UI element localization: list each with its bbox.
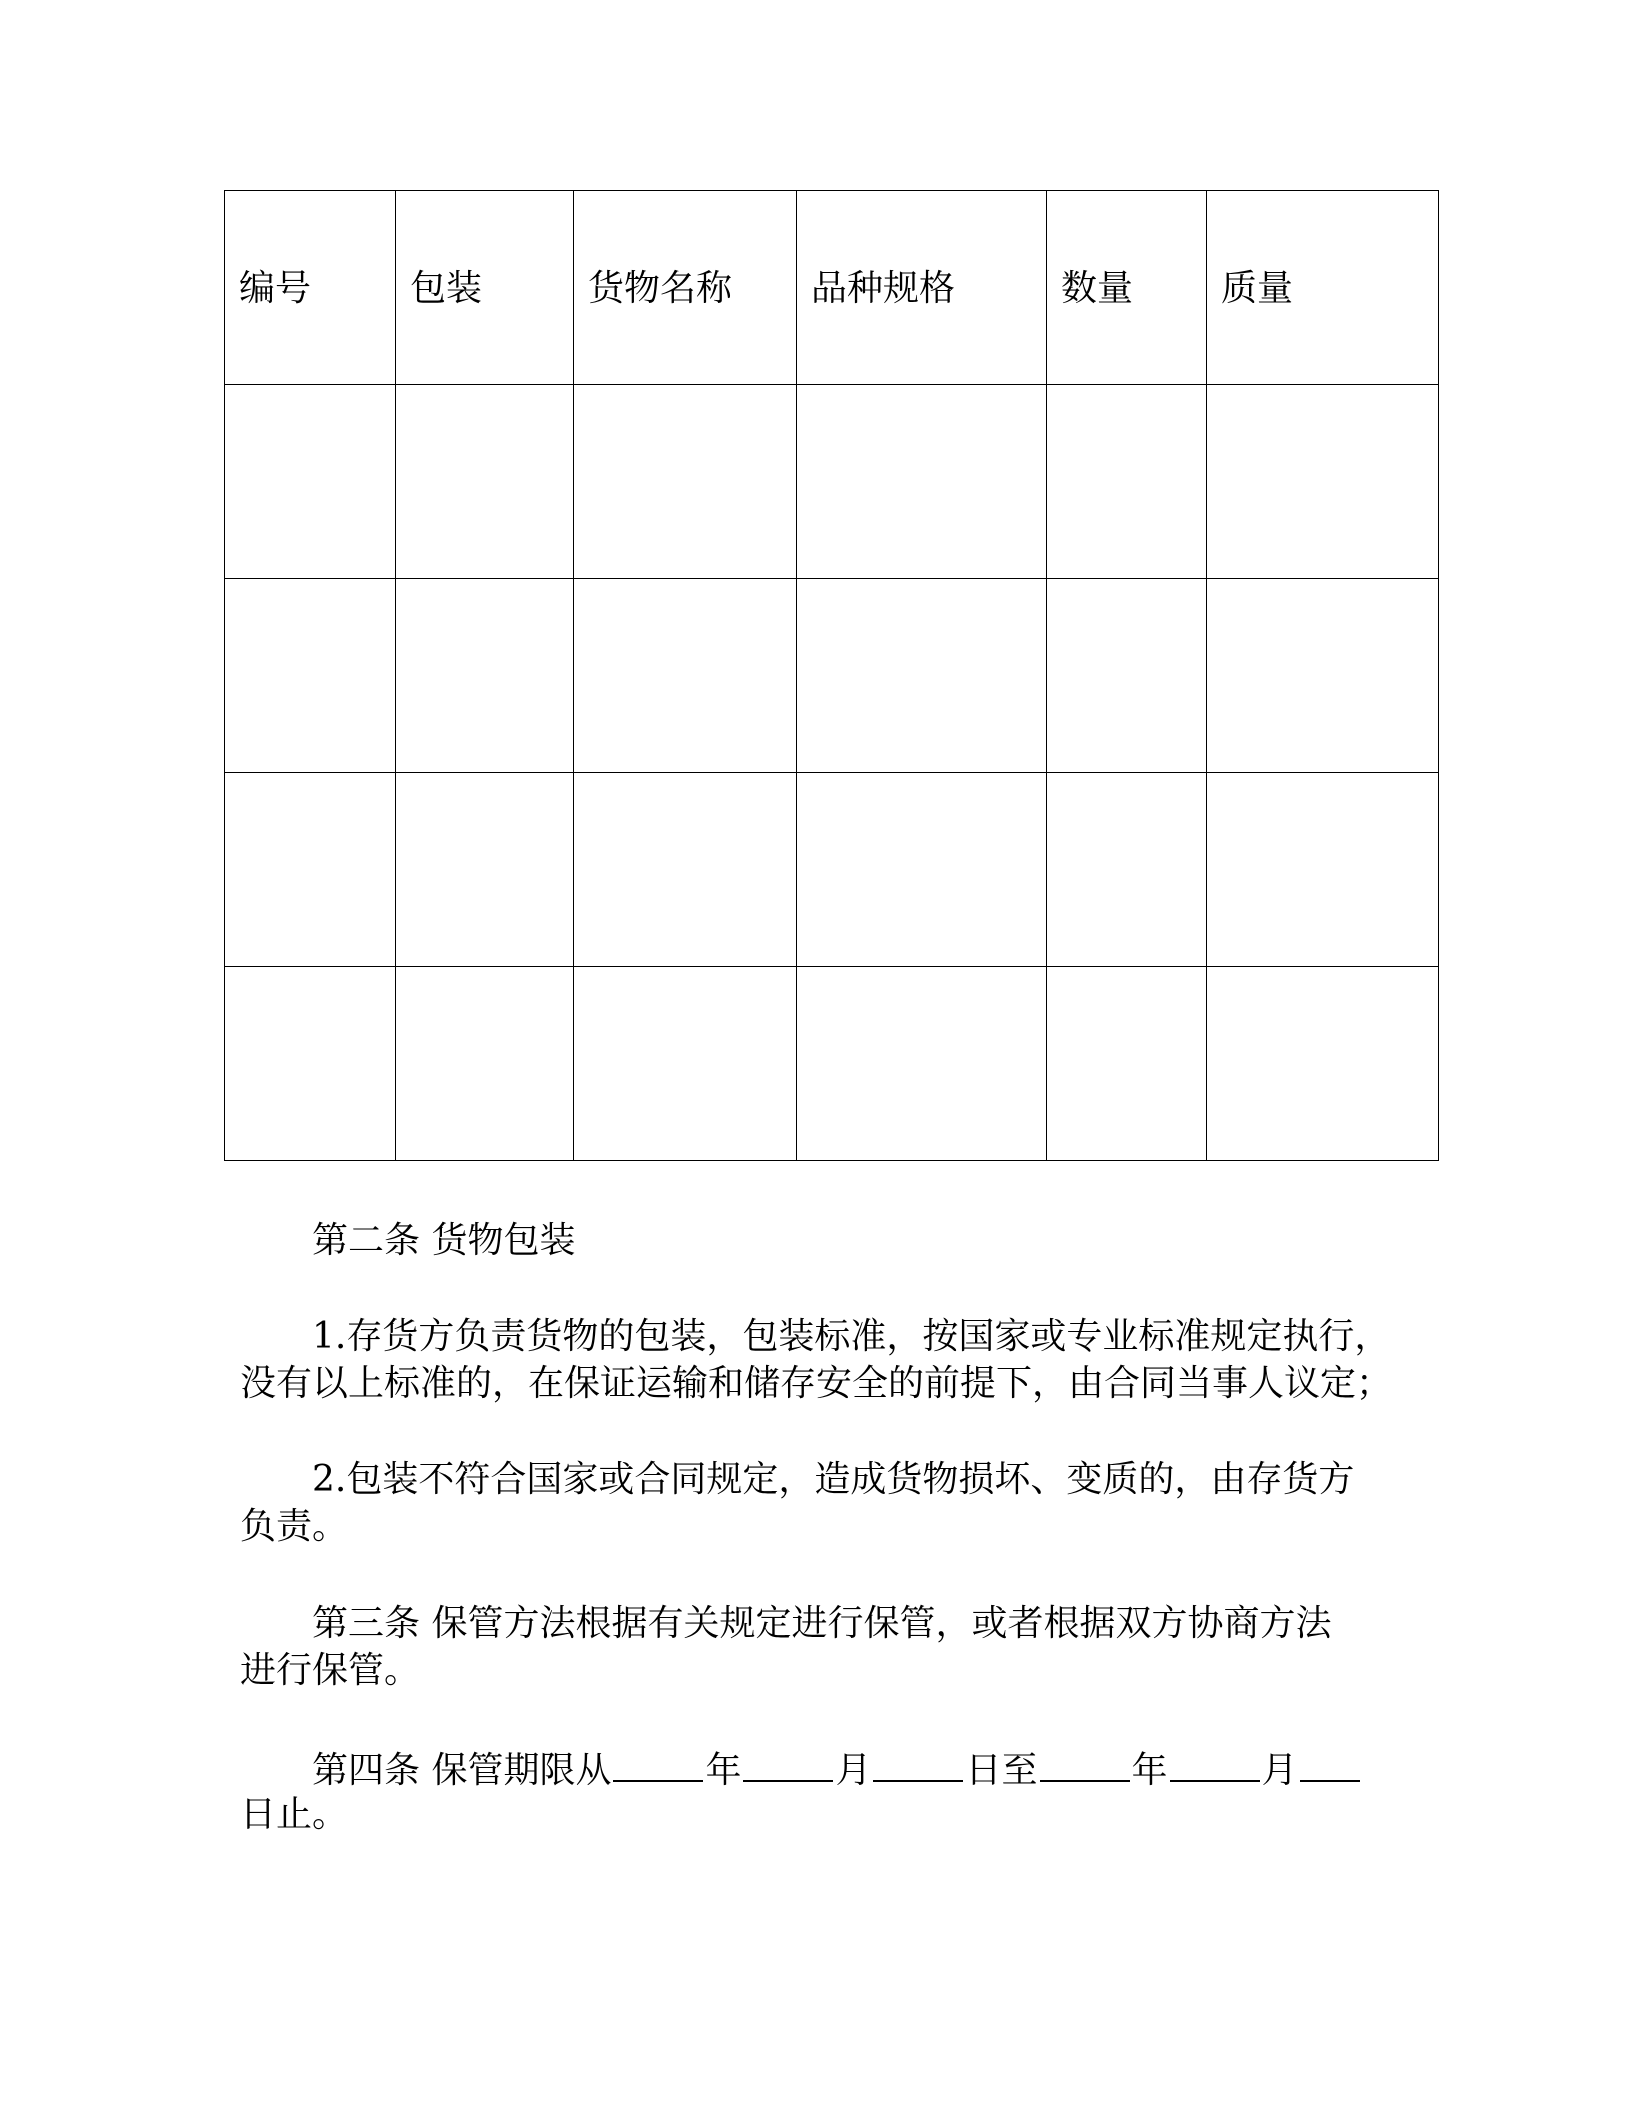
- article4-year2: 年: [1131, 1750, 1168, 1791]
- article2-item2-line2: 负责。: [240, 1506, 349, 1547]
- month-from-blank[interactable]: [743, 1744, 833, 1782]
- table-cell[interactable]: [396, 579, 574, 773]
- goods-table: [224, 190, 1439, 1161]
- article3-line2: 进行保管。: [240, 1650, 421, 1691]
- table-row: [225, 773, 1439, 967]
- table-cell[interactable]: [396, 967, 574, 1161]
- table-cell[interactable]: [225, 579, 396, 773]
- table-cell[interactable]: [574, 385, 797, 579]
- year-to-blank[interactable]: [1040, 1744, 1130, 1782]
- article4-line1: [312, 1744, 1362, 1795]
- article4-prefix: 第四条 保管期限从: [312, 1750, 612, 1791]
- table-cell[interactable]: [574, 579, 797, 773]
- table-cell[interactable]: [797, 385, 1047, 579]
- table-cell[interactable]: [1207, 773, 1439, 967]
- table-cell[interactable]: [574, 773, 797, 967]
- header-cell-spec: 品种规格: [797, 191, 1047, 385]
- table-cell[interactable]: [797, 773, 1047, 967]
- article2-item2-line1: 2.包装不符合国家或合同规定，造成货物损坏、变质的，由存货方: [312, 1459, 1355, 1500]
- header-cell-goods-name: 货物名称: [574, 191, 797, 385]
- header-cell-quantity: 数量: [1047, 191, 1207, 385]
- table-cell[interactable]: [1047, 579, 1207, 773]
- table-cell[interactable]: [797, 967, 1047, 1161]
- article4-day-to: 日至: [965, 1750, 1038, 1791]
- table-cell[interactable]: [1047, 385, 1207, 579]
- table-cell[interactable]: [225, 967, 396, 1161]
- day-from-blank[interactable]: [873, 1744, 963, 1782]
- table-row: [225, 385, 1439, 579]
- article4-line2: 日止。: [240, 1794, 349, 1835]
- table-cell[interactable]: [225, 773, 396, 967]
- table-cell[interactable]: [797, 579, 1047, 773]
- month-to-blank[interactable]: [1170, 1744, 1260, 1782]
- header-cell-packaging: 包装: [396, 191, 574, 385]
- header-cell-number: 编号: [225, 191, 396, 385]
- table-cell[interactable]: [1207, 385, 1439, 579]
- table-cell[interactable]: [1047, 773, 1207, 967]
- table-row: [225, 579, 1439, 773]
- table-cell[interactable]: [396, 385, 574, 579]
- table-header-row: [225, 191, 1439, 385]
- article2-heading: 第二条 货物包装: [312, 1220, 576, 1261]
- article4-year1: 年: [705, 1750, 742, 1791]
- table-cell[interactable]: [225, 385, 396, 579]
- table-row: [225, 967, 1439, 1161]
- table-cell[interactable]: [1207, 579, 1439, 773]
- table-cell[interactable]: [574, 967, 797, 1161]
- article2-item1-line1: 1.存货方负责货物的包装，包装标准，按国家或专业标准规定执行，: [312, 1316, 1391, 1357]
- article4-month2: 月: [1261, 1750, 1298, 1791]
- table-cell[interactable]: [396, 773, 574, 967]
- article2-item1-line2: 没有以上标准的，在保证运输和储存安全的前提下，由合同当事人议定；: [240, 1363, 1393, 1404]
- table-cell[interactable]: [1207, 967, 1439, 1161]
- header-cell-quality: 质量: [1207, 191, 1439, 385]
- day-to-blank[interactable]: [1300, 1744, 1360, 1782]
- article3-line1: 第三条 保管方法根据有关规定进行保管，或者根据双方协商方法: [312, 1603, 1332, 1644]
- year-from-blank[interactable]: [613, 1744, 703, 1782]
- table-cell[interactable]: [1047, 967, 1207, 1161]
- article4-month1: 月: [835, 1750, 872, 1791]
